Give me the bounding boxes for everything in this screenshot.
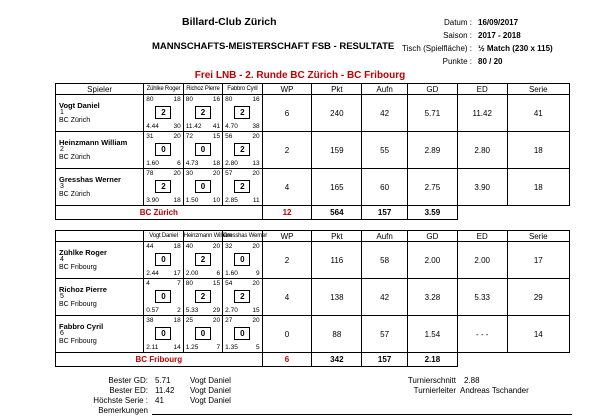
col-header-pkt: Pkt <box>312 84 362 95</box>
match-serie: 41 <box>212 123 221 130</box>
match-innings: 20 <box>173 133 181 140</box>
wp-value: 2 <box>262 242 312 279</box>
aufn-value: 42 <box>362 279 408 316</box>
match-gd: 1.60 <box>146 160 159 167</box>
tournament-director-label: Turnierleiter <box>413 386 456 395</box>
aufn-value: 55 <box>362 132 408 169</box>
col-header-spieler: Spieler <box>56 84 144 95</box>
pkt-value: 159 <box>312 132 362 169</box>
match-points: 80 <box>185 280 193 287</box>
team-wp: 12 <box>262 206 312 220</box>
match-cell <box>223 279 262 316</box>
match-serie: 9 <box>255 270 260 277</box>
match-points: 38 <box>146 317 154 324</box>
col-header-ed: ED <box>457 84 507 95</box>
match-gd: 4.44 <box>146 123 159 130</box>
match-serie: 38 <box>252 123 260 130</box>
pkt-value: 88 <box>312 316 362 353</box>
match-cell <box>223 95 262 132</box>
player-number: 3 <box>60 183 64 190</box>
match-innings: 20 <box>252 133 260 140</box>
match-points: 27 <box>225 317 233 324</box>
player-club: BC Zürich <box>59 191 91 198</box>
match-score: 0 <box>234 327 250 340</box>
player-cell <box>56 316 144 353</box>
match-innings: 15 <box>212 280 221 287</box>
match-score: 2 <box>234 143 250 156</box>
match-points: 44 <box>146 243 154 250</box>
report-title: MANNSCHAFTS-MEISTERSCHAFT FSB - RESULTATE <box>152 41 395 52</box>
match-serie: 2 <box>177 307 181 314</box>
match-cell <box>223 132 262 169</box>
player-number: 1 <box>60 109 64 116</box>
match-cell <box>183 169 222 206</box>
match-gd: 2.70 <box>225 307 238 314</box>
player-row <box>56 132 570 169</box>
player-row <box>56 95 570 132</box>
player-name: Zühlke Roger <box>59 248 107 257</box>
match-score: 2 <box>234 106 250 119</box>
match-cell <box>183 95 222 132</box>
match-score: 2 <box>155 180 171 193</box>
match-innings: 15 <box>212 133 221 140</box>
col-header-pkt: Pkt <box>312 231 362 242</box>
pkt-value: 116 <box>312 242 362 279</box>
match-score: 0 <box>155 253 171 266</box>
col-header-empty <box>56 231 144 242</box>
match-serie: 30 <box>173 123 181 130</box>
remarks-line <box>152 414 572 415</box>
gd-value: 5.71 <box>407 95 457 132</box>
match-innings: 20 <box>252 170 260 177</box>
meta-value-points: 80 / 20 <box>478 57 503 66</box>
aufn-value: 57 <box>362 316 408 353</box>
match-points: 80 <box>225 96 233 103</box>
match-score: 2 <box>195 253 211 266</box>
club-name: Billard-Club Zürich <box>182 16 277 28</box>
col-header-serie: Serie <box>507 84 569 95</box>
col-header-gd: GD <box>407 231 457 242</box>
match-gd: 1.25 <box>185 344 199 351</box>
meta-value-season: 2017 - 2018 <box>478 31 521 40</box>
match-points: 4 <box>146 280 150 287</box>
match-serie: 15 <box>252 307 260 314</box>
match-score: 0 <box>195 327 211 340</box>
best-gd-value: 5.71 <box>155 376 171 385</box>
match-innings: 18 <box>173 96 181 103</box>
gd-value: 1.54 <box>407 316 457 353</box>
match-serie: 18 <box>212 160 221 167</box>
wp-value: 2 <box>262 132 312 169</box>
match-gd: 2.00 <box>185 270 199 277</box>
player-number: 2 <box>60 146 64 153</box>
match-serie: 10 <box>212 197 221 204</box>
col-header-serie: Serie <box>507 231 569 242</box>
match-innings: 7 <box>177 280 181 287</box>
col-header-wp: WP <box>262 84 312 95</box>
player-club: BC Fribourg <box>59 301 97 308</box>
meta-label-season: Saison : <box>443 31 472 40</box>
team-wp: 6 <box>262 353 312 367</box>
match-cell <box>144 169 183 206</box>
match-score: 2 <box>195 290 211 303</box>
player-cell <box>56 95 144 132</box>
match-cell <box>183 242 222 279</box>
wp-value: 6 <box>262 95 312 132</box>
team-gd: 2.18 <box>407 353 457 367</box>
match-innings: 20 <box>252 243 260 250</box>
match-gd: 4.73 <box>185 160 199 167</box>
wp-value: 4 <box>262 279 312 316</box>
match-innings: 16 <box>212 96 221 103</box>
col-header-aufn: Aufn <box>362 84 408 95</box>
away-results-table <box>55 230 570 367</box>
match-gd: 0.57 <box>146 307 159 314</box>
header-row <box>56 231 570 242</box>
match-cell <box>144 132 183 169</box>
tournament-average-value: 2.88 <box>464 376 480 385</box>
match-headline: Frei LNB - 2. Runde BC Zürich - BC Fribourg <box>194 70 406 81</box>
meta-label-points: Punkte : <box>442 57 472 66</box>
match-points: 30 <box>185 170 193 177</box>
player-number: 5 <box>60 293 64 300</box>
tournament-director-name: Andreas Tschander <box>460 386 529 395</box>
remarks-label: Bemerkungen <box>98 406 148 415</box>
match-gd: 1.60 <box>225 270 238 277</box>
player-row <box>56 279 570 316</box>
match-score: 0 <box>195 143 211 156</box>
match-score: 2 <box>234 180 250 193</box>
match-points: 25 <box>185 317 193 324</box>
match-points: 80 <box>146 96 154 103</box>
serie-value: 17 <box>507 242 569 279</box>
match-cell <box>183 279 222 316</box>
match-score: 0 <box>155 143 171 156</box>
match-innings: 20 <box>252 317 260 324</box>
match-points: 40 <box>185 243 193 250</box>
home-results-table <box>55 83 570 220</box>
aufn-value: 42 <box>362 95 408 132</box>
pkt-value: 240 <box>312 95 362 132</box>
match-serie: 29 <box>212 307 221 314</box>
high-serie-label: Höchste Serie : <box>93 396 148 405</box>
match-innings: 18 <box>173 317 181 324</box>
col-header-wp: WP <box>262 231 312 242</box>
ed-value: 5.33 <box>457 279 507 316</box>
best-ed-label: Bester ED: <box>109 386 148 395</box>
match-serie: 17 <box>173 270 181 277</box>
col-header-ed: ED <box>457 231 507 242</box>
ed-value: 3.90 <box>457 169 507 206</box>
match-cell <box>144 279 183 316</box>
wp-value: 0 <box>262 316 312 353</box>
match-serie: 14 <box>173 344 181 351</box>
best-gd-name: Vogt Daniel <box>190 376 231 385</box>
player-name: Heinzmann William <box>59 138 128 147</box>
match-serie: 18 <box>173 197 181 204</box>
match-score: 0 <box>155 290 171 303</box>
ed-value: 2.80 <box>457 132 507 169</box>
pkt-value: 165 <box>312 169 362 206</box>
aufn-value: 60 <box>362 169 408 206</box>
match-cell <box>144 242 183 279</box>
meta-label-date: Datum : <box>443 18 472 27</box>
team-name: BC Zürich <box>56 206 263 220</box>
team-pkt: 342 <box>312 353 362 367</box>
ed-value: - - - <box>457 316 507 353</box>
player-row <box>56 316 570 353</box>
col-header-opponent: Fabbro Cyril <box>223 84 262 95</box>
team-aufn: 157 <box>362 206 408 220</box>
match-score: 2 <box>234 290 250 303</box>
match-gd: 5.33 <box>185 307 199 314</box>
match-serie: 11 <box>252 197 260 204</box>
player-row <box>56 242 570 279</box>
match-score: 2 <box>195 106 211 119</box>
col-header-opponent: Richoz Pierre <box>183 84 222 95</box>
match-score: 0 <box>195 180 211 193</box>
col-header-opponent: Zühlke Roger <box>144 84 183 95</box>
match-cell <box>183 316 222 353</box>
player-name: Fabbro Cyril <box>59 322 104 331</box>
player-name: Gresshas Werner <box>59 175 121 184</box>
gd-value: 2.89 <box>407 132 457 169</box>
match-serie: 7 <box>216 344 221 351</box>
match-cell <box>223 316 262 353</box>
header-row <box>56 84 570 95</box>
col-header-opponent: Vogt Daniel <box>144 231 183 242</box>
serie-value: 18 <box>507 169 569 206</box>
team-total-spacer <box>457 353 569 367</box>
high-serie-value: 41 <box>155 396 164 405</box>
gd-value: 2.00 <box>407 242 457 279</box>
player-cell <box>56 132 144 169</box>
match-serie: 6 <box>216 270 221 277</box>
match-innings: 16 <box>252 96 260 103</box>
col-header-opponent: Heinzmann William <box>183 231 222 242</box>
match-gd: 4.70 <box>225 123 238 130</box>
match-cell <box>183 132 222 169</box>
match-serie: 13 <box>252 160 260 167</box>
match-points: 72 <box>185 133 193 140</box>
match-serie: 5 <box>255 344 260 351</box>
match-points: 32 <box>225 243 233 250</box>
ed-value: 11.42 <box>457 95 507 132</box>
serie-value: 18 <box>507 132 569 169</box>
match-cell <box>144 316 183 353</box>
meta-value-date: 16/09/2017 <box>478 18 519 27</box>
match-gd: 1.35 <box>225 344 238 351</box>
team-total-row <box>56 206 570 220</box>
match-cell <box>223 242 262 279</box>
col-header-gd: GD <box>407 84 457 95</box>
pkt-value: 138 <box>312 279 362 316</box>
match-innings: 20 <box>212 243 221 250</box>
match-gd: 2.11 <box>146 344 159 351</box>
serie-value: 14 <box>507 316 569 353</box>
player-cell <box>56 242 144 279</box>
match-score: 0 <box>155 327 171 340</box>
col-header-aufn: Aufn <box>362 231 408 242</box>
meta-value-table: ½ Match (230 x 115) <box>478 44 553 53</box>
best-ed-value: 11.42 <box>155 386 175 395</box>
player-cell <box>56 169 144 206</box>
player-name: Vogt Daniel <box>59 101 100 110</box>
match-cell <box>223 169 262 206</box>
match-gd: 2.85 <box>225 197 238 204</box>
match-gd: 3.90 <box>146 197 159 204</box>
col-header-opponent: Gresshas Werner <box>223 231 262 242</box>
best-gd-label: Bester GD: <box>108 376 148 385</box>
match-gd: 1.50 <box>185 197 199 204</box>
gd-value: 2.75 <box>407 169 457 206</box>
match-points: 56 <box>225 133 233 140</box>
meta-label-table: Tisch (Spielfläche) : <box>402 44 472 53</box>
player-club: BC Fribourg <box>59 264 97 271</box>
match-gd: 2.80 <box>225 160 238 167</box>
match-gd: 2.44 <box>146 270 159 277</box>
match-score: 0 <box>234 253 250 266</box>
high-serie-name: Vogt Daniel <box>190 396 231 405</box>
player-row <box>56 169 570 206</box>
match-innings: 20 <box>212 170 221 177</box>
team-total-spacer <box>457 206 569 220</box>
match-points: 57 <box>225 170 233 177</box>
wp-value: 4 <box>262 169 312 206</box>
match-cell <box>144 95 183 132</box>
match-serie: 6 <box>177 160 181 167</box>
team-total-row <box>56 353 570 367</box>
match-score: 2 <box>155 106 171 119</box>
aufn-value: 58 <box>362 242 408 279</box>
player-number: 6 <box>60 330 64 337</box>
serie-value: 29 <box>507 279 569 316</box>
match-gd: 11.42 <box>185 123 202 130</box>
serie-value: 41 <box>507 95 569 132</box>
team-pkt: 564 <box>312 206 362 220</box>
player-club: BC Zürich <box>59 154 91 161</box>
match-points: 31 <box>146 133 154 140</box>
best-ed-name: Vogt Daniel <box>190 386 231 395</box>
player-name: Richoz Pierre <box>59 285 107 294</box>
match-points: 54 <box>225 280 233 287</box>
player-club: BC Fribourg <box>59 338 97 345</box>
match-points: 78 <box>146 170 154 177</box>
gd-value: 3.28 <box>407 279 457 316</box>
match-points: 80 <box>185 96 193 103</box>
match-innings: 18 <box>173 243 181 250</box>
team-name: BC Fribourg <box>56 353 263 367</box>
team-gd: 3.59 <box>407 206 457 220</box>
player-number: 4 <box>60 256 64 263</box>
match-innings: 20 <box>173 170 181 177</box>
player-cell <box>56 279 144 316</box>
tournament-average-label: Turnierschnitt <box>407 376 456 385</box>
match-innings: 20 <box>252 280 260 287</box>
player-club: BC Zürich <box>59 117 91 124</box>
match-innings: 20 <box>212 317 221 324</box>
ed-value: 2.00 <box>457 242 507 279</box>
team-aufn: 157 <box>362 353 408 367</box>
